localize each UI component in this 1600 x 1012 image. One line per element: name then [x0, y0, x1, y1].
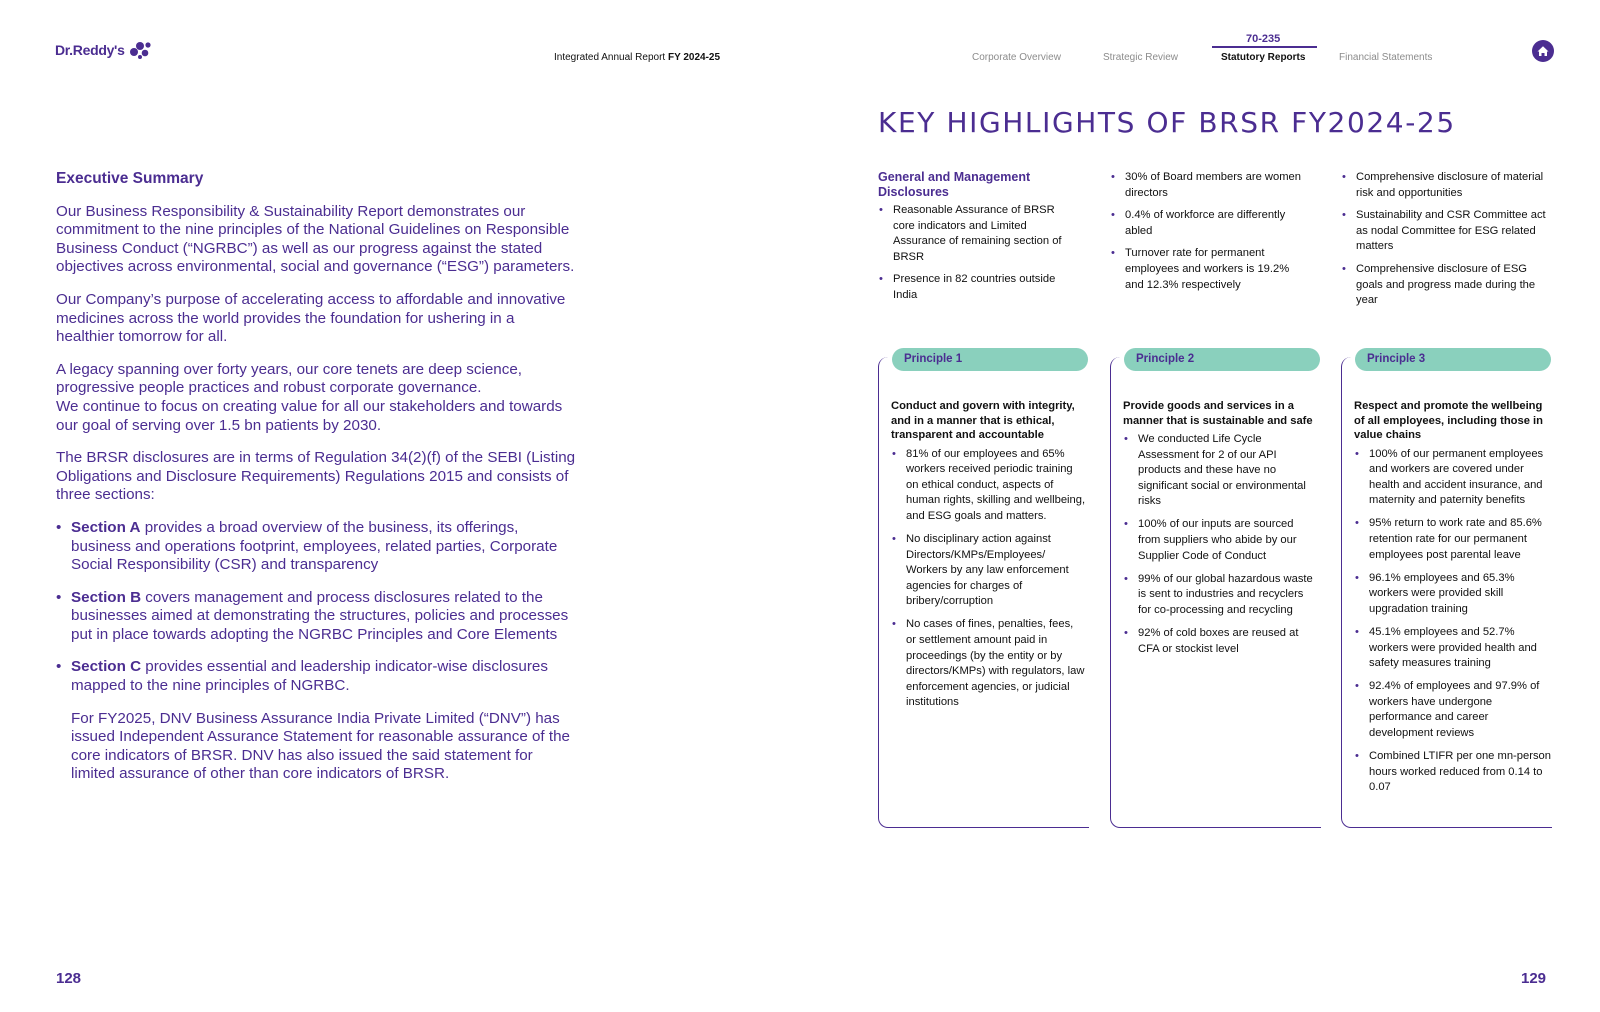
executive-summary [56, 170, 576, 798]
principle-item: • No disciplinary action against Directors/KMPs/Employees/ Workers by any law enforcement agencies for charges of bribery/corruption [891, 532, 1086, 610]
highlight-item: • Reasonable Assurance of BRSR core indicators and Limited Assurance of remaining section of BRSR [878, 203, 1068, 265]
highlight-item: • Turnover rate for permanent employees and workers is 19.2% and 12.3% respectively [1110, 246, 1310, 293]
brand-name: Dr.Reddy's [55, 42, 125, 58]
assurance-paragraph: For FY2025, DNV Business Assurance India Private Limited (“DNV”) has issued Independent Assurance Statement for reasonable assurance of the core indicators of BRSR. DNV has also issued the said statement for limited assurance of other than core indicators of BRSR. [71, 709, 570, 783]
principle-item: • 92.4% of employees and 97.9% of workers have undergone performance and career development reviews [1354, 679, 1554, 741]
principle-2-content [1123, 399, 1313, 665]
summary-paragraph: Our Business Responsibility & Sustainability Report demonstrates our commitment to the nine principles of the National Guidelines on Responsible Business Conduct (“NGRBC”) as well as our progress against the stated objectives across environmental, social and governance (“ESG”) parameters. [56, 202, 575, 276]
principle-item: • We conducted Life Cycle Assessment for 2 of our API products and these have no significant social or environmental risks [1123, 432, 1313, 510]
page-number-left: 128 [56, 970, 82, 987]
principle-3-tab: Principle 3 [1355, 348, 1551, 371]
principle-item: • 81% of our employees and 65% workers received periodic training on ethical conduct, aspects of human rights, skilling and wellbeing, and ESG goals and matters. [891, 447, 1086, 525]
executive-summary-heading: Executive Summary [56, 170, 204, 187]
principle-2-tab: Principle 2 [1124, 348, 1320, 371]
summary-paragraph: A legacy spanning over forty years, our core tenets are deep science, progressive people practices and robust corporate governance. We continue to focus on creating value for all our stakeholders and towards our goal of serving over 1.5 bn patients by 2030. [56, 360, 563, 434]
highlight-item: • 0.4% of workforce are differently abled [1110, 208, 1310, 239]
general-disclosures-heading: General and Management Disclosures [878, 170, 1031, 199]
general-disclosures-column-3 [1341, 170, 1551, 316]
molecule-logo-icon [128, 40, 152, 60]
highlight-item: • Comprehensive disclosure of material risk and opportunities [1341, 170, 1551, 201]
principle-item: • 99% of our global hazardous waste is sent to industries and recyclers for co-processing and recycling [1123, 572, 1313, 619]
principle-heading: Provide goods and services in a manner that is sustainable and safe [1123, 400, 1313, 427]
report-title: Integrated Annual Report FY 2024-25 [554, 52, 721, 63]
principle-heading: Respect and promote the wellbeing of all employees, including those in value chains [1354, 400, 1543, 441]
highlight-item: • Presence in 82 countries outside India [878, 272, 1068, 303]
section-item: • Section B covers management and process disclosures related to the businesses aimed at demonstrating the structures, policies and processes put in place towards adopting the NGRBC Principles and Core Elements [56, 589, 576, 645]
principle-item: • No cases of fines, penalties, fees, or settlement amount paid in proceedings (by the entity or by directors/KMPs) with regulators, law enforcement agencies, or judicial institutions [891, 617, 1086, 711]
principle-item: • 92% of cold boxes are reused at CFA or stockist level [1123, 626, 1313, 657]
nav-statutory-reports[interactable]: Statutory Reports [1221, 52, 1306, 63]
principle-3-content [1354, 399, 1554, 803]
brand-logo[interactable] [55, 40, 152, 60]
highlight-item: • 30% of Board members are women directors [1110, 170, 1310, 201]
nav-financial-statements[interactable]: Financial Statements [1339, 52, 1433, 63]
principle-item: • 100% of our permanent employees and workers are covered under health and accident insurance, and maternity and paternity benefits [1354, 447, 1554, 509]
general-disclosures-column-1 [878, 170, 1068, 311]
principle-heading: Conduct and govern with integrity, and in a manner that is ethical, transparent and accountable [891, 400, 1075, 441]
highlight-item: • Comprehensive disclosure of ESG goals and progress made during the year [1341, 262, 1551, 309]
sections-list [56, 519, 576, 696]
principle-item: • Combined LTIFR per one mn-person hours worked reduced from 0.14 to 0.07 [1354, 749, 1554, 796]
section-item: • Section C provides essential and leadership indicator-wise disclosures mapped to the nine principles of NGRBC. [56, 658, 576, 695]
summary-paragraph: The BRSR disclosures are in terms of Regulation 34(2)(f) of the SEBI (Listing Obligations and Disclosure Requirements) Regulations 2015 and consists of three sections: [56, 449, 576, 504]
page-title: KEY HIGHLIGHTS OF BRSR FY2024-25 [878, 106, 1456, 139]
principle-item: • 100% of our inputs are sourced from suppliers who abide by our Supplier Code of Conduct [1123, 517, 1313, 564]
page-range: 70-235 [1246, 33, 1281, 45]
principle-1-content [891, 399, 1086, 719]
nav-strategic-review[interactable]: Strategic Review [1103, 52, 1179, 63]
principle-item: • 95% return to work rate and 85.6% retention rate for our permanent employees post parental leave [1354, 516, 1554, 563]
nav-corporate-overview[interactable]: Corporate Overview [972, 52, 1061, 63]
general-disclosures-column-2 [1110, 170, 1310, 300]
principle-item: • 45.1% employees and 52.7% workers were provided health and safety measures training [1354, 625, 1554, 672]
section-item: • Section A provides a broad overview of the business, its offerings, business and operations footprint, employees, related parties, Corporate Social Responsibility (CSR) and transparency [56, 519, 576, 575]
highlight-item: • Sustainability and CSR Committee act as nodal Committee for ESG related matters [1341, 208, 1551, 255]
active-nav-underline [1212, 46, 1317, 48]
home-icon[interactable] [1532, 40, 1554, 62]
principle-1-tab: Principle 1 [892, 348, 1088, 371]
summary-paragraph: Our Company’s purpose of accelerating access to affordable and innovative medicines across the world provides the foundation for ushering in a healthier tomorrow for all. [56, 290, 566, 346]
principle-item: • 96.1% employees and 65.3% workers were provided skill upgradation training [1354, 571, 1554, 618]
page-number-right: 129 [1521, 970, 1547, 987]
